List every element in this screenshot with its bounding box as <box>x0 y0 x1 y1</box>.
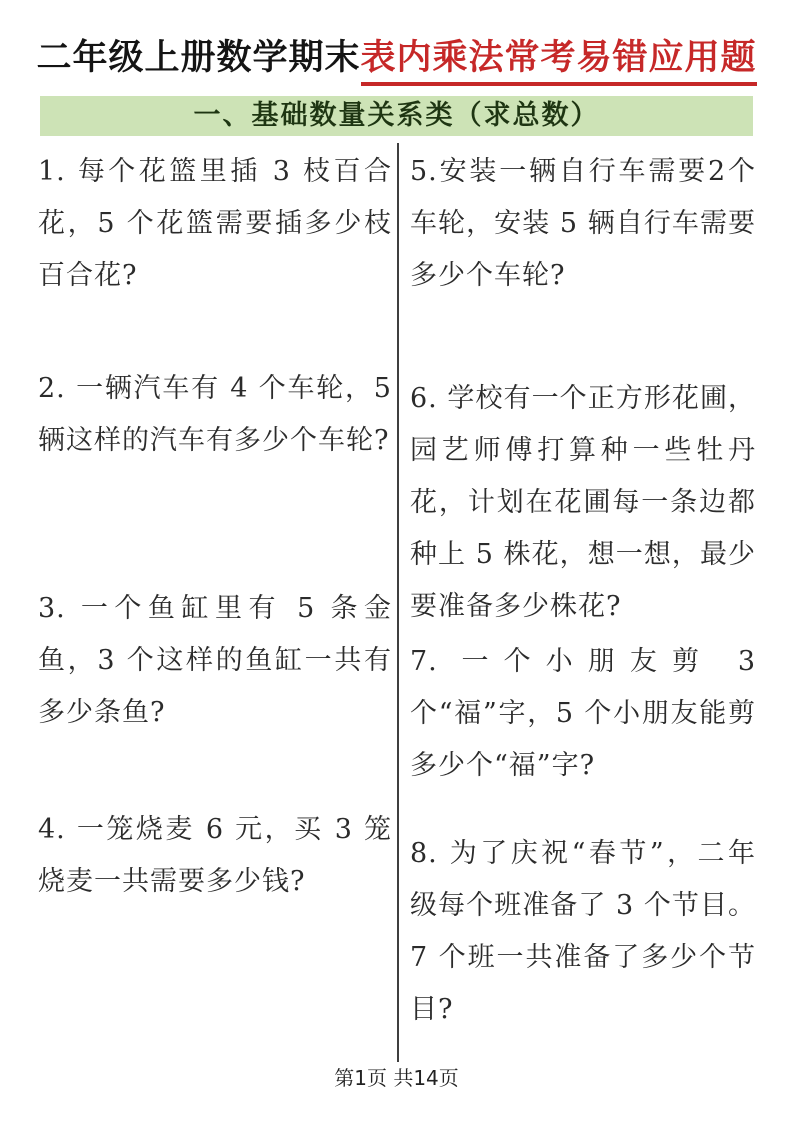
section-header <box>40 96 753 136</box>
problem-8: 8. 为了庆祝“春节”，二年级每个班准备了 3 个节目。7 个班一共准备了多少个节目? <box>410 838 756 1025</box>
problem-5: 5.安装一辆自行车需要2个车轮，安装 5 辆自行车需要多少个车轮? <box>410 156 756 291</box>
column-divider <box>397 143 399 1062</box>
title-highlight: 表内乘法常考易错应用题 <box>361 37 757 86</box>
problem-4: 4. 一笼烧麦 6 元，买 3 笼烧麦一共需要多少钱? <box>38 814 392 897</box>
problem-1: 1. 每个花篮里插 3 枝百合花，5 个花篮需要插多少枝百合花? <box>38 156 392 291</box>
problem-6: 6. 学校有一个正方形花圃，园艺师傅打算种一些牡丹花，计划在花圃每一条边都种上 5 株花，想一想，最少要准备多少株花? <box>410 383 756 622</box>
problem-2: 2. 一辆汽车有 4 个车轮，5 辆这样的汽车有多少个车轮? <box>38 373 392 456</box>
problem-7: 7. 一个小朋友剪 3 个“福”字，5 个小朋友能剪多少个“福”字? <box>410 646 756 781</box>
page-number: 第1页 共14页 <box>334 1066 459 1090</box>
page-title <box>0 30 793 80</box>
title-main: 二年级上册数学期末 <box>36 37 361 78</box>
problem-3: 3. 一个鱼缸里有 5 条金鱼，3 个这样的鱼缸一共有多少条鱼? <box>38 593 392 728</box>
section-title: 一、基础数量关系类（求总数） <box>193 100 600 131</box>
